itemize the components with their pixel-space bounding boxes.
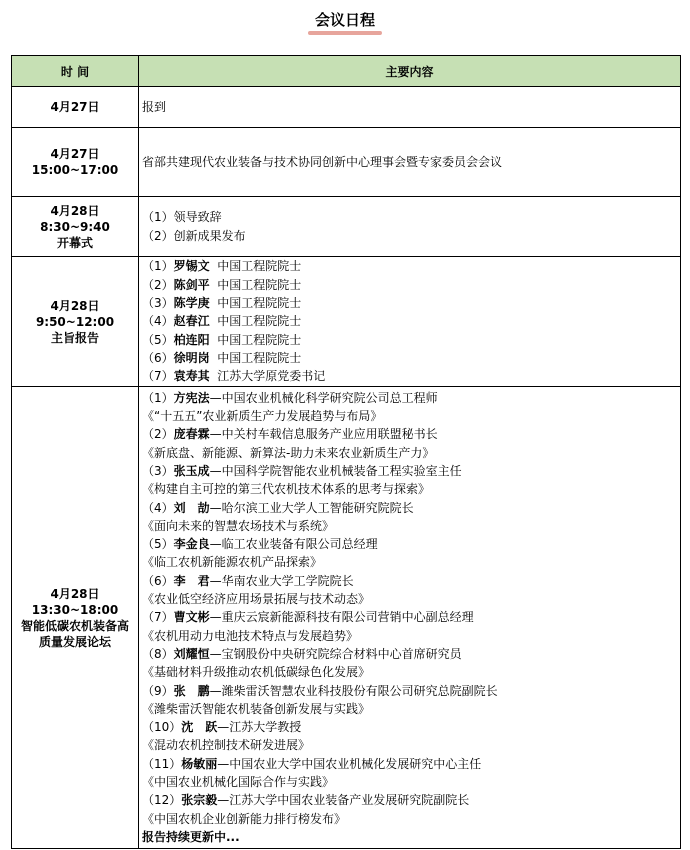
content-cell — [139, 257, 681, 387]
time-cell: 4月27日 15:00~17:00 — [12, 128, 139, 197]
speaker-line: （2）陈剑平 中国工程院院士 — [142, 277, 302, 292]
speaker-line: （4）赵春江 中国工程院院士 — [142, 314, 302, 329]
page-title: 会议日程 — [314, 11, 375, 29]
talk-speaker-line: （8）刘耀恒—宝钢股份中央研究院综合材料中心首席研究员 — [142, 646, 462, 661]
talk-topic: 《构建自主可控的第三代农机技术体系的思考与探索》 — [142, 482, 431, 497]
agenda-item: 省部共建现代农业装备与技术协同创新中心理事会暨专家委员会会议 — [142, 154, 503, 169]
speaker-line: （7）袁寿其 江苏大学原党委书记 — [142, 369, 326, 384]
speaker-line: （1）罗锡文 中国工程院院士 — [142, 259, 302, 274]
agenda-item: 报到 — [142, 99, 167, 114]
talk-speaker-line: （11）杨敏丽—中国农业大学中国农业机械化发展研究中心主任 — [142, 756, 482, 771]
time-cell: 4月28日 9:50~12:00 主旨报告 — [12, 257, 139, 387]
speaker-line: （6）徐明岗 中国工程院院士 — [142, 350, 302, 365]
speaker-line: （5）柏连阳 中国工程院院士 — [142, 332, 302, 347]
agenda-table — [11, 55, 681, 849]
talk-speaker-line: （2）庞春霖—中关村车载信息服务产业应用联盟秘书长 — [142, 427, 438, 442]
talk-speaker-line: （10）沈 跃—江苏大学教授 — [142, 720, 302, 735]
talk-speaker-line: （4）刘 劼—哈尔滨工业大学人工智能研究院院长 — [142, 500, 414, 515]
table-row — [12, 257, 681, 387]
talk-speaker-line: （7）曹文彬—重庆云宸新能源科技有限公司营销中心副总经理 — [142, 610, 474, 625]
talk-topic: 《“十五五”农业新质生产力发展趋势与布局》 — [142, 409, 383, 424]
talk-topic: 《潍柴雷沃智能农机装备创新发展与实践》 — [142, 701, 371, 716]
content-cell — [139, 128, 681, 197]
content-column-header: 主要内容 — [139, 56, 681, 87]
content-cell — [139, 87, 681, 128]
talk-topic: 《农业低空经济应用场景拓展与技术动态》 — [142, 592, 371, 607]
talk-topic: 《新底盘、新能源、新算法-助力未来农业新质生产力》 — [142, 445, 435, 460]
agenda-item: （1）领导致辞 — [142, 210, 222, 225]
time-cell: 4月28日 13:30~18:00 智能低碳农机装备高 质量发展论坛 — [12, 387, 139, 849]
talk-topic: 《混动农机控制技术研发进展》 — [142, 738, 311, 753]
talk-topic: 《中国农业机械化国际合作与实践》 — [142, 775, 335, 790]
speaker-line: （3）陈学庚 中国工程院院士 — [142, 296, 302, 311]
time-column-header: 时 间 — [12, 56, 139, 87]
update-note: 报告持续更新中... — [142, 829, 240, 844]
time-cell: 4月27日 — [12, 87, 139, 128]
title-underline — [308, 31, 382, 35]
talk-speaker-line: （3）张玉成—中国科学院智能农业机械装备工程实验室主任 — [142, 463, 462, 478]
table-row — [12, 387, 681, 849]
talk-topic: 《基础材料升级推动农机低碳绿色化发展》 — [142, 665, 371, 680]
talk-speaker-line: （5）李金良—临工农业装备有限公司总经理 — [142, 537, 378, 552]
talk-speaker-line: （9）张 鹏—潍柴雷沃智慧农业科技股份有限公司研究总院副院长 — [142, 683, 498, 698]
agenda-item: （2）创新成果发布 — [142, 228, 246, 243]
content-cell — [139, 197, 681, 257]
talk-topic: 《中国农机企业创新能力排行榜发布》 — [142, 811, 347, 826]
content-cell — [139, 387, 681, 849]
table-row — [12, 87, 681, 128]
talk-topic: 《临工农机新能源农机产品探索》 — [142, 555, 323, 570]
talk-speaker-line: （12）张宗毅—江苏大学中国农业装备产业发展研究院副院长 — [142, 793, 470, 808]
talk-topic: 《面向未来的智慧农场技术与系统》 — [142, 518, 335, 533]
time-cell: 4月28日 8:30~9:40 开幕式 — [12, 197, 139, 257]
talk-speaker-line: （1）方宪法—中国农业机械化科学研究院公司总工程师 — [142, 390, 438, 405]
table-header-row — [12, 56, 681, 87]
table-row — [12, 128, 681, 197]
talk-speaker-line: （6）李 君—华南农业大学工学院院长 — [142, 573, 354, 588]
talk-topic: 《农机用动力电池技术特点与发展趋势》 — [142, 628, 359, 643]
table-row — [12, 197, 681, 257]
